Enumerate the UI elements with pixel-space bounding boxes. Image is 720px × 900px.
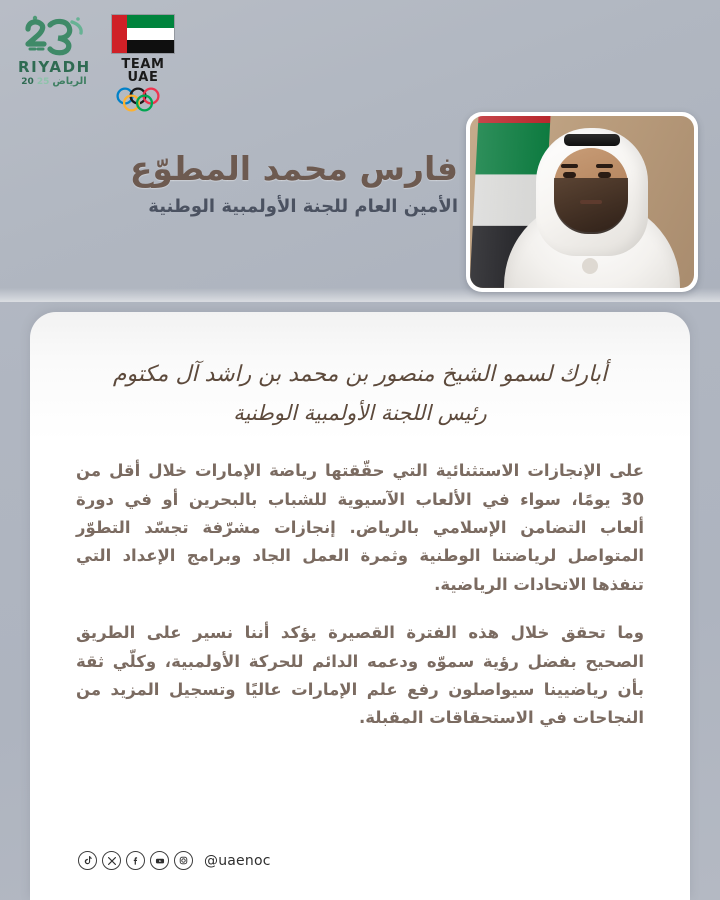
riyadh-wordmark: RIYADH [18, 58, 91, 76]
team-uae-logo [104, 12, 182, 113]
portrait-eye-right [598, 172, 611, 178]
flag-red-band [112, 15, 127, 53]
portrait-neck [582, 258, 598, 274]
social-handle[interactable]: @uaenoc [204, 852, 271, 869]
statement-card [30, 312, 690, 900]
social-footer [78, 851, 271, 870]
person-title: الأمين العام للجنة الأولمبية الوطنية [148, 195, 458, 217]
portrait-eye-left [563, 172, 576, 178]
statement-paragraph-1: على الإنجازات الاستثنائية التي حقّقتها رياضة الإمارات خلال أقل من 30 يومًا، سواء في الألعاب الآسيوية للشباب بالبحرين أو في دورة ألعاب التضامن الإسلامي بالرياض. إنجازات مشرّفة تجسّد التطوّر المتواصل لرياضتنا الوطنية وثمرة العمل الجاد وبرامج الإعداد التي تنفذها الاتحادات الرياضية. [76, 461, 644, 594]
riyadh-2025-logo [18, 12, 90, 98]
instagram-icon[interactable] [174, 851, 193, 870]
portrait-frame [466, 112, 698, 292]
statement-body [76, 457, 644, 732]
name-block [58, 150, 458, 218]
calligraphy-block [70, 356, 650, 431]
statement-paragraph-2: وما تحقق خلال هذه الفترة القصيرة يؤكد أننا نسير على الطريق الصحيح بفضل رؤية سموّه ودعمه الدائم للحركة الأولمبية، وكلّي ثقة بأن رياضيينا سيواصلون رفع علم الإمارات عاليًا وتسجيل المزيد من النجاحات في الاستحقاقات المقبلة. [76, 623, 644, 728]
logo-group [18, 12, 182, 113]
flag-green-band [127, 15, 174, 28]
portrait-eyebrow-left [561, 164, 578, 168]
x-icon[interactable] [102, 851, 121, 870]
olympic-rings-icon [104, 87, 182, 113]
riyadh-year-row [18, 77, 90, 87]
flag-black-band [127, 40, 174, 53]
portrait-eyebrow-right [596, 164, 613, 168]
youtube-icon[interactable] [150, 851, 169, 870]
riyadh-25-mark-icon [18, 12, 90, 58]
portrait-agal [564, 134, 620, 146]
portrait-person [470, 116, 694, 288]
riyadh-year-suffix: 25 [36, 77, 50, 87]
uae-flag-icon [111, 14, 175, 54]
person-name: فارس محمد المطوّع [129, 149, 458, 188]
riyadh-name-arabic: الرياض [52, 76, 87, 87]
calligraphy-line-2: رئيس اللجنة الأولمبية الوطنية [233, 400, 487, 425]
team-uae-label: TEAM UAE [121, 57, 165, 85]
riyadh-year-prefix: 20 [21, 77, 34, 87]
flag-white-band [127, 28, 174, 41]
calligraphy-line-1: أبارك لسمو الشيخ منصور بن محمد بن راشد آل مكتوم [112, 362, 608, 387]
portrait-mouth [580, 200, 602, 204]
tiktok-icon[interactable] [78, 851, 97, 870]
facebook-icon[interactable] [126, 851, 145, 870]
portrait-photo [470, 116, 694, 288]
